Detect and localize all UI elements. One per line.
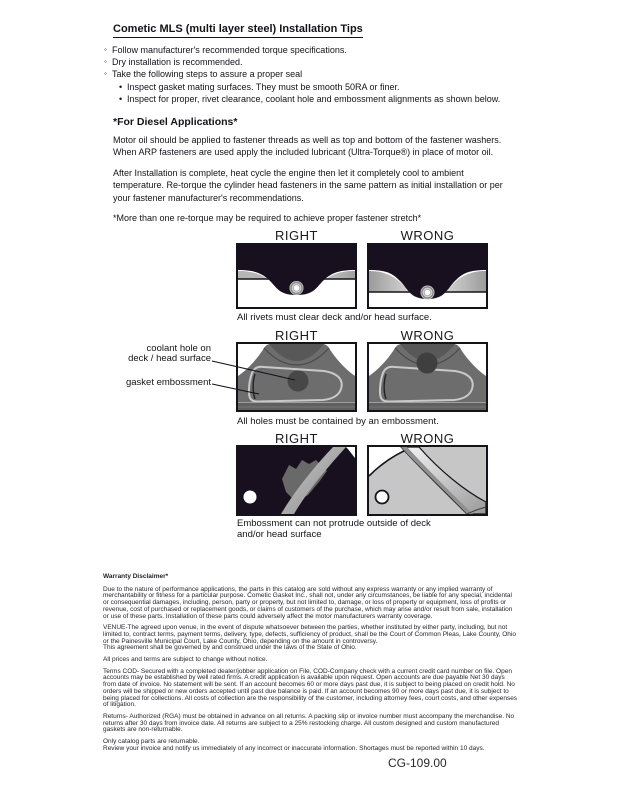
bolt-hole-icon: [376, 491, 389, 504]
warranty-para-review-invoice: Review your invoice and notify us immediately of any incorrect or inaccurate information. Shortages must be reported within 10 days.: [103, 744, 485, 752]
tip-text: Dry installation is recommended.: [112, 57, 243, 68]
warranty-para-catalog-parts: Only catalog parts are returnable.: [103, 738, 200, 746]
tip-text: Take the following steps to assure a proper seal: [112, 69, 303, 80]
row1-wrong-label: WRONG: [400, 228, 455, 243]
diesel-paragraph: After Installation is complete, heat cycle the engine then let it completely cool to ambient temperature. Re-torque the cylinder head fasteners in the same pattern as initial installation or per your fastener manufacturer's recommendations.: [113, 167, 503, 203]
annotation-leader-lines: [209, 352, 304, 400]
diesel-paragraph: Motor oil should be applied to fastener threads as well as top and bottom of the fastener washers. When ARP fasteners are used apply the included lubricant (Ultra-Torque®) in place of motor oil.: [113, 135, 502, 158]
warranty-disclaimer: [103, 574, 519, 757]
warranty-para-prices: All prices and terms are subject to change without notice.: [103, 656, 268, 664]
dot-bullet-icon: •: [119, 81, 123, 92]
diesel-section: [113, 116, 515, 232]
rivet-icon: [421, 286, 435, 300]
warranty-para-liability: Due to the nature of performance applications, the parts in this catalog are sold without any express warranty or any implied warranty of merchantability or fitness for a particular purpose. Cometic Gasket Inc., shall not, under any circumstances, be liable for any special, incidental or consequential damages, including, person, party or property, but not limited to, damage, or loss of property or equipment, loss of profits or revenue, cost of purchased or replacement goods, or claims of customers of the purchase, which may arise and/or result from sale, installation or use of these parts. Installation of these parts could adversely affect the motor manufacturers warranty coverage.: [103, 585, 513, 620]
coolant-hole-annotation: coolant hole on deck / head surface: [128, 343, 211, 365]
warranty-para-governing-law: This agreement shall be governed by and construed under the laws of the State of Ohio.: [103, 644, 357, 652]
warranty-heading: Warranty Disclaimer*: [103, 573, 169, 580]
dot-bullet-icon: •: [119, 93, 123, 104]
gasket-embossment-annotation: gasket embossment: [125, 377, 211, 388]
row3-wrong-label: WRONG: [400, 431, 455, 446]
row2-right-label: RIGHT: [275, 328, 318, 343]
row2-wrong-label: WRONG: [400, 328, 455, 343]
tip-text: Follow manufacturer's recommended torque specifications.: [112, 45, 347, 55]
warranty-para-terms-cod: Terms COD- Secured with a completed dealer/jobber application on File, COD-Company check with a current credit card number on file. Open accounts may be established by well rated firms. A credit application is available upon request. Open accounts are due payable Net 30 days from date of invoice. No statement will be sent. If an account becomes 60 or more days past due, it is subject to being placed on credit hold. No orders will be shipped or new orders accepted until past due balance is paid. If an account becomes 90 or more days past due, it is subject to being placed for collections. All costs of collection are the responsibility of the customer, including attorney fees, court costs, and other expenses of litigation.: [103, 667, 518, 709]
row3-right-label: RIGHT: [275, 431, 318, 446]
warranty-para-returns: Returns- Authorized (RGA) must be obtained in advance on all returns. A packing slip or invoice number must accompany the merchandise. No returns after 30 days from invoice date. All returns are subject to a 25% restocking charge. All custom designed and custom manufactured gaskets are non-returnable.: [103, 712, 515, 734]
rivet-wrong-diagram: [367, 243, 488, 309]
tips-list: [104, 44, 524, 105]
circle-bullet-icon: ◦: [104, 69, 107, 79]
protrusion-right-diagram: [236, 445, 357, 516]
diesel-heading: *For Diesel Applications*: [113, 116, 238, 128]
warranty-para-venue: VENUE-The agreed upon venue, in the event of dispute whatsoever between the parties, whether instituted by either party, including, but not limited to, contract terms, payment terms, delivery, type, defects, sufficiency of product, shall be the Court of Common Pleas, Lake County, Ohio or the Painesville Municipal Court, Lake County, Ohio, depending on the amount in controversy.: [103, 624, 516, 645]
tip-sub-item: [104, 81, 524, 93]
tip-item: [104, 68, 524, 80]
doc-number: CG-109.00: [388, 756, 447, 770]
row3-caption: Embossment can not protrude outside of deck and/or head surface: [237, 518, 431, 540]
tip-item: [104, 56, 524, 68]
row1-right-label: RIGHT: [275, 228, 318, 243]
bolt-hole-icon: [244, 491, 257, 504]
tip-text: Inspect for proper, rivet clearance, coolant hole and embossment alignments as shown below.: [127, 93, 501, 104]
row1-caption: All rivets must clear deck and/or head surface.: [237, 312, 432, 323]
diesel-paragraph: *More than one re-torque may be required to achieve proper fastener stretch*: [113, 213, 422, 224]
page-title: Cometic MLS (multi layer steel) Installation Tips: [113, 23, 363, 38]
embossment-wrong-diagram: [367, 342, 488, 412]
tip-sub-item: [104, 93, 524, 105]
tip-item: [104, 44, 524, 56]
row2-caption: All holes must be contained by an embossment.: [237, 416, 439, 427]
protrusion-wrong-diagram: [367, 445, 488, 516]
rivet-right-diagram: [236, 243, 357, 309]
tip-text: Inspect gasket mating surfaces. They must be smooth 50RA or finer.: [127, 81, 400, 92]
circle-bullet-icon: ◦: [104, 57, 107, 67]
rivet-icon: [290, 281, 304, 295]
circle-bullet-icon: ◦: [104, 45, 107, 54]
coolant-hole-icon: [417, 353, 438, 374]
